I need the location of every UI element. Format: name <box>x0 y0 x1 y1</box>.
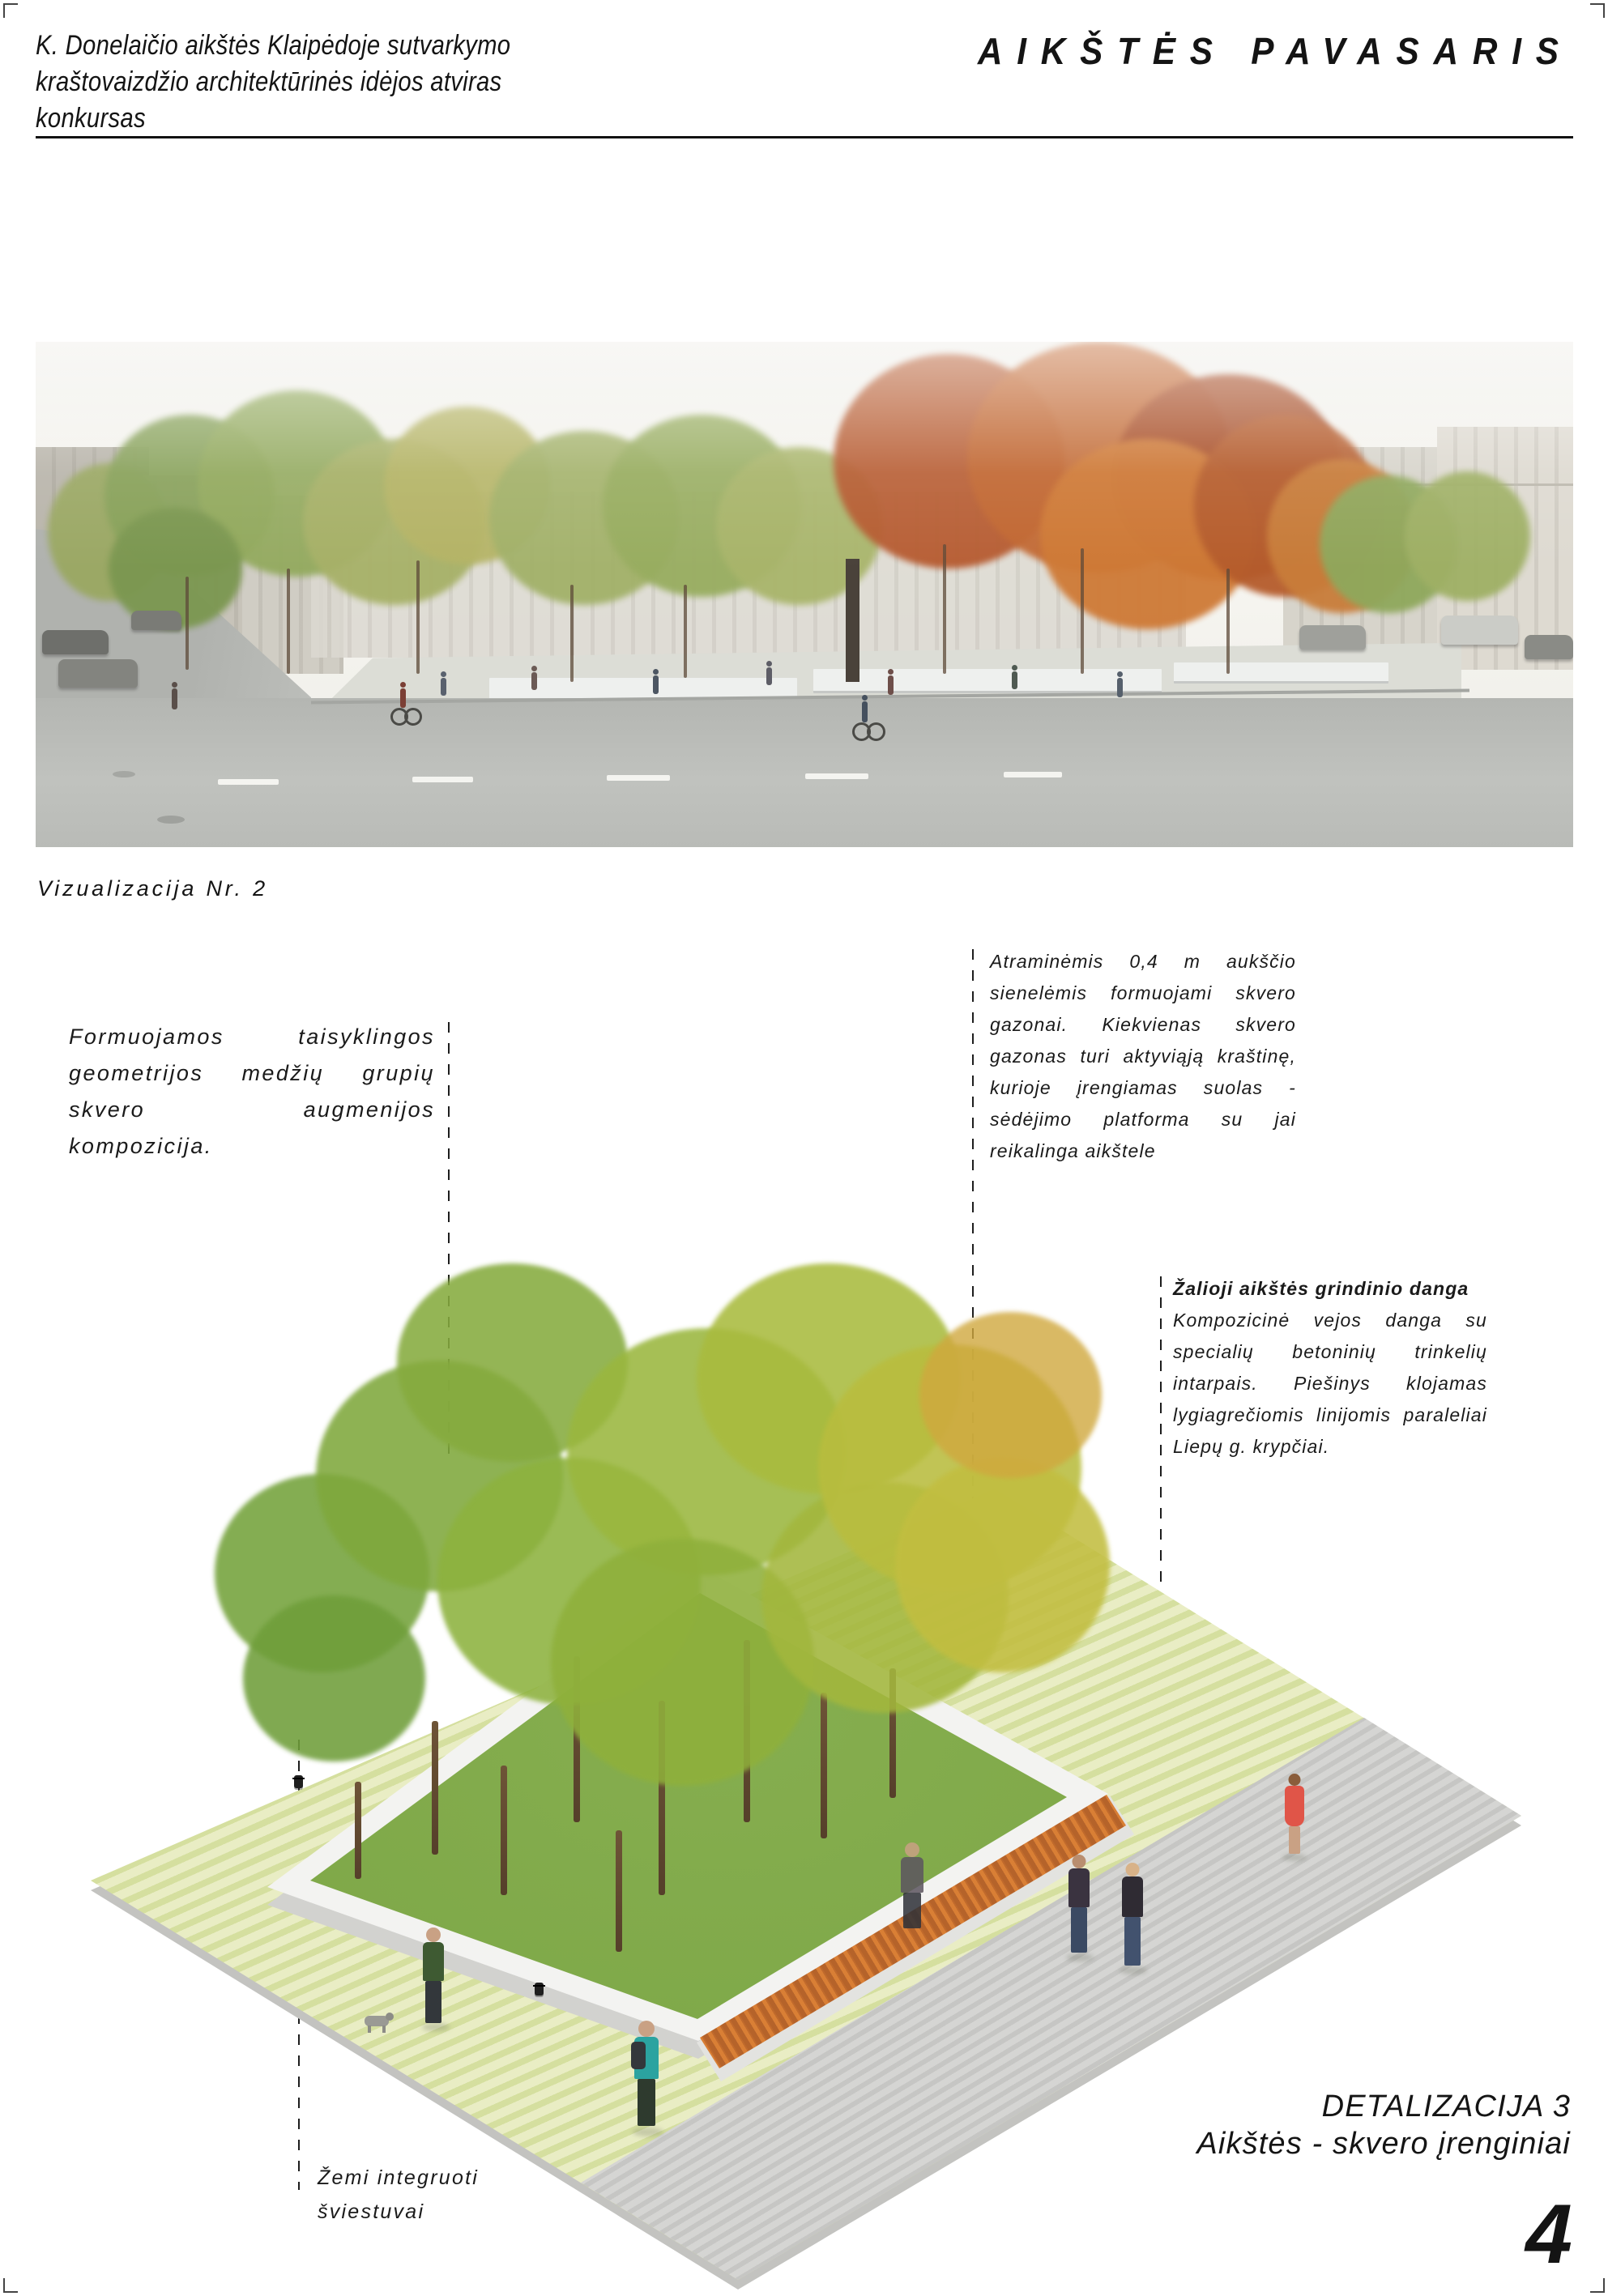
dog <box>365 2013 394 2034</box>
tree-canopy-green <box>243 1595 425 1761</box>
project-title-line1: K. Donelaičio aikštės Klaipėdoje sutvarkymo <box>36 30 511 61</box>
annotation-walls: Atraminėmis 0,4 m aukščio sienelėmis formuojami skvero gazonai. Kiekvienas skvero gazonas turi aktyviąją kraštinę, kurioje įrengiamas suolas - sėdėjimo platforma su jai reikalinga aikštele <box>990 951 1296 1161</box>
low-light-fixture <box>535 1983 544 1996</box>
annotation-paving-body: Kompozicinė vejos danga su specialių betoninių trinkelių intarpais. Piešinys klojamas lygiagrečiomis linijomis paraleliai Liepų g. krypčiai. <box>1173 1310 1487 1457</box>
annotation-paving-title: Žalioji aikštės grindinio danga <box>1173 1278 1469 1299</box>
detail-label: DETALIZACIJA 3 <box>1321 2089 1571 2123</box>
light-wash-overlay <box>36 342 1573 847</box>
standing-person <box>1116 1863 1149 1974</box>
tree-canopy-yellow <box>895 1458 1110 1672</box>
header-rule <box>36 136 1573 138</box>
annotation-vegetation: Formuojamos taisyklingos geometrijos medžių grupių skvero augmenijos kompozicija. <box>69 1024 435 1158</box>
tree-canopy-orange <box>919 1312 1102 1478</box>
tree-trunk <box>821 1693 827 1838</box>
tree-trunk <box>616 1830 622 1952</box>
crop-mark-bottom-right <box>1590 2278 1605 2293</box>
board-title: AIKŠTĖS PAVASARIS <box>978 30 1573 72</box>
project-title <box>36 28 565 137</box>
woman-in-red-dress <box>1280 1774 1309 1861</box>
detail-title-block <box>1196 2088 1571 2162</box>
standing-person <box>1063 1855 1095 1962</box>
low-light-fixture <box>294 1775 303 1788</box>
visualization-image <box>36 342 1573 847</box>
man-walking-dog <box>417 1928 450 2033</box>
annotation-lights: Žemi integruoti šviestuvai <box>318 2166 480 2223</box>
crop-mark-top-left <box>3 3 18 18</box>
crop-mark-bottom-left <box>3 2278 18 2293</box>
man-with-backpack <box>628 2021 665 2138</box>
tree-trunk <box>432 1721 438 1855</box>
crop-mark-top-right <box>1590 3 1605 18</box>
detail-sublabel: Aikštės - skvero įrenginiai <box>1196 2127 1571 2161</box>
tree-trunk <box>355 1782 361 1879</box>
visualization-caption: Vizualizacija Nr. 2 <box>37 876 268 901</box>
project-title-line2: kraštovaizdžio architektūrinės idėjos atviras konkursas <box>36 66 502 134</box>
tree-trunk <box>501 1766 507 1895</box>
man-sitting-on-bench <box>895 1842 929 1936</box>
page-number: 4 <box>1525 2187 1572 2281</box>
